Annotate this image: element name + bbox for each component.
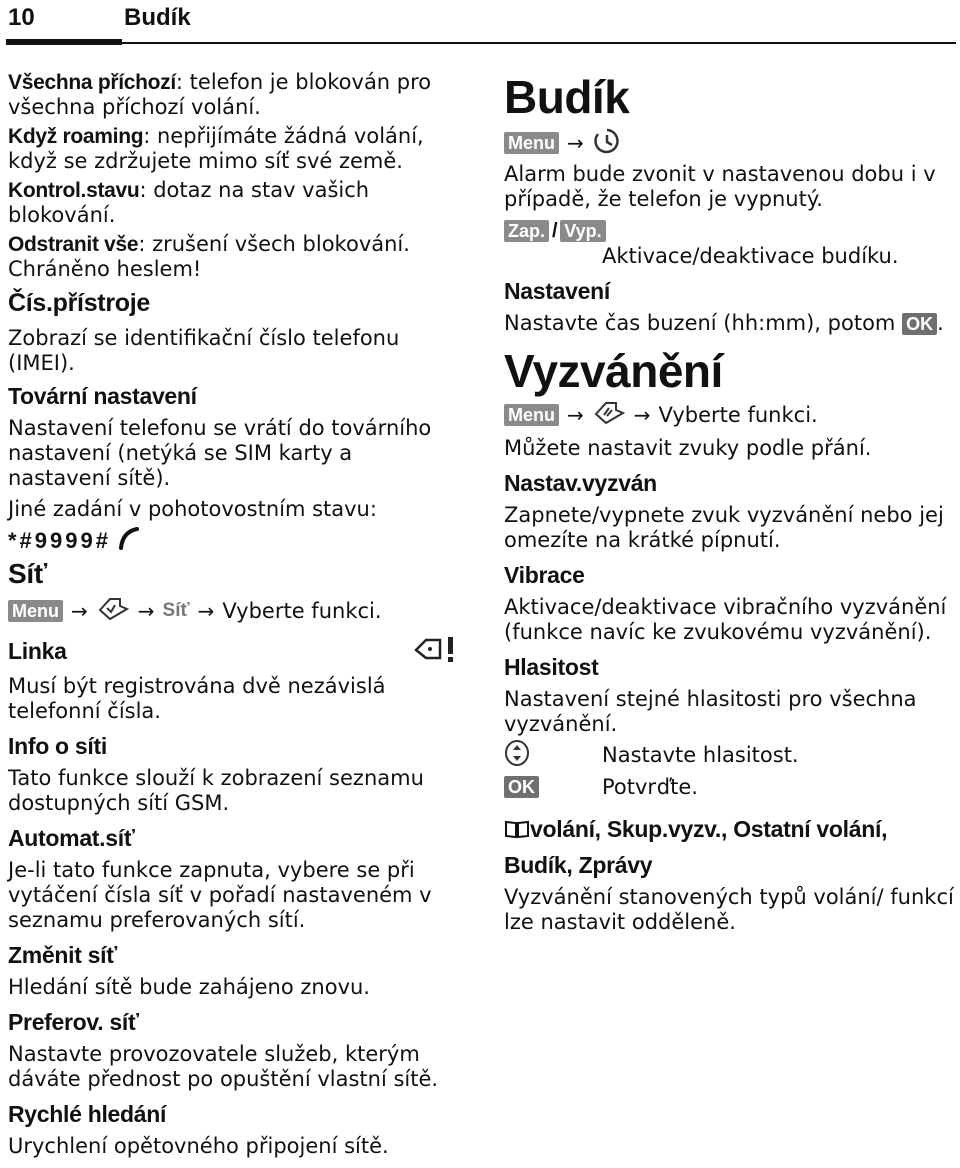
zmenit-text: Hledání sítě bude zahájeno znovu. xyxy=(8,975,370,999)
book-icon xyxy=(504,817,530,845)
rychle-text: Urychlení opětovného připojení sítě. xyxy=(8,1134,389,1158)
header-rule-thick xyxy=(6,39,122,45)
automat-text: Je-li tato funkce zapnuta, vybere se při vytáčení čísla síť v pořadí nastaveném v seznamu preferovaných sítí. xyxy=(8,858,432,932)
cis-heading: Čís.přístroje xyxy=(8,289,150,317)
automat-heading: Automat.síť xyxy=(8,825,135,851)
nastaveni-text: Nastavte čas buzení (hh:mm), potom OK . xyxy=(504,311,944,335)
sit-menu-path xyxy=(8,596,460,626)
reference-line: volání, Skup.vyzv., Ostatní volání, xyxy=(504,815,956,845)
menu-key[interactable]: Menu xyxy=(504,404,559,426)
left-column xyxy=(8,70,460,1159)
vyp-key[interactable]: Vyp. xyxy=(560,220,605,242)
arrow-icon: → xyxy=(197,599,215,623)
menu-key[interactable]: Menu xyxy=(504,132,559,154)
nastav-heading: Nastav.vyzván xyxy=(504,470,657,496)
nastav-text: Zapnete/vypnete zvuk vyzvánění nebo jej omezíte na krátké pípnutí. xyxy=(504,503,944,552)
alarm-clock-icon xyxy=(592,126,622,160)
vyzvaneni-heading: Vyzvánění xyxy=(504,345,723,397)
page-title: Budík xyxy=(124,4,191,31)
budik-text: Alarm bude zvonit v nastavenou dobu i v případě, že telefon je vypnutý. xyxy=(504,162,936,211)
audio-settings-icon xyxy=(592,400,626,430)
barring-item: Všechna příchozí: telefon je blokován pro všechna příchozí volání. xyxy=(8,70,432,119)
sit-menu-item[interactable]: Síť xyxy=(162,600,190,621)
hlasitost-volume-text: Nastavte hlasitost. xyxy=(602,742,799,767)
vibrace-heading: Vibrace xyxy=(504,562,585,588)
zap-vyp-text: Aktivace/deaktivace budíku. xyxy=(602,244,899,268)
barring-item: Když roaming: nepřijímáte žádná volání, když se zdržujete mimo síť své země. xyxy=(8,124,424,173)
hlasitost-row-volume xyxy=(504,739,956,771)
sit-action: Vyberte funkci. xyxy=(222,598,382,623)
tovarni-heading: Tovární nastavení xyxy=(8,383,197,409)
page-number: 10 xyxy=(8,4,35,31)
reference-text: Vyzvánění stanovených typů volání/ funkcí lze nastavit odděleně. xyxy=(504,884,954,934)
nastaveni-heading: Nastavení xyxy=(504,278,610,304)
page-header xyxy=(0,0,960,46)
right-column xyxy=(504,72,956,935)
call-key-icon xyxy=(117,526,143,556)
budik-heading: Budík xyxy=(504,71,630,123)
linka-heading: Linka xyxy=(8,638,67,664)
vibrace-text: Aktivace/deaktivace vibračního vyzvánění (funkce navíc ke zvukovému vyzvánění). xyxy=(504,595,947,644)
menu-key[interactable]: Menu xyxy=(8,600,63,622)
info-text: Tato funkce slouží k zobrazení seznamu dostupných sítí GSM. xyxy=(8,766,424,815)
sit-heading: Síť xyxy=(8,558,47,589)
barring-item: Odstranit vše: zrušení všech blokování. Chráněno heslem! xyxy=(8,232,410,281)
rychle-heading: Rychlé hledání xyxy=(8,1101,167,1127)
navigation-key-icon[interactable] xyxy=(504,739,530,771)
header-rule xyxy=(122,42,956,44)
zap-key[interactable]: Zap. xyxy=(504,220,549,242)
arrow-icon: → xyxy=(633,403,651,427)
sim-dependent-icon xyxy=(412,634,460,668)
hlasitost-text: Nastavení stejné hlasitosti pro všechna vyzvánění. xyxy=(504,687,917,736)
ok-key[interactable]: OK xyxy=(902,313,937,335)
ok-key[interactable]: OK xyxy=(504,776,539,798)
arrow-icon: → xyxy=(567,403,584,427)
preferov-text: Nastavte provozovatele služeb, kterým dáváte přednost po opuštění vlastní sítě. xyxy=(8,1042,439,1091)
jine-text: Jiné zadání v pohotovostním stavu: xyxy=(8,497,377,521)
info-heading: Info o síti xyxy=(8,733,107,759)
arrow-icon: → xyxy=(137,599,155,623)
zmenit-heading: Změnit síť xyxy=(8,942,117,968)
reference-line-2: Budík, Zprávy xyxy=(504,851,653,878)
vyzvaneni-action: Vyberte funkci. xyxy=(658,402,818,427)
reset-code-row xyxy=(8,526,460,556)
linka-heading-row xyxy=(8,634,460,668)
preferov-heading: Preferov. síť xyxy=(8,1009,139,1035)
linka-text: Musí být registrována dvě nezávislá telefonní čísla. xyxy=(8,674,386,723)
arrow-icon: → xyxy=(567,131,584,155)
slash: / xyxy=(552,219,558,242)
budik-menu-path xyxy=(504,128,956,158)
zap-vyp-row xyxy=(504,218,956,244)
hlasitost-row-confirm xyxy=(504,771,956,803)
hlasitost-heading: Hlasitost xyxy=(504,654,599,680)
settings-icon xyxy=(96,596,130,626)
barring-item: Kontrol.stavu: dotaz na stav vašich blokování. xyxy=(8,178,370,227)
cis-text: Zobrazí se identifikační číslo telefonu (IMEI). xyxy=(8,326,400,375)
hlasitost-confirm-text: Potvrďte. xyxy=(602,774,698,799)
arrow-icon: → xyxy=(71,599,88,623)
tovarni-text: Nastavení telefonu se vrátí do továrního nastavení (netýká se SIM karty a nastavení sítě). xyxy=(8,416,432,490)
vyzvaneni-menu-path xyxy=(504,400,956,430)
reset-code: *#9999# xyxy=(8,528,111,553)
vyzvaneni-text: Můžete nastavit zvuky podle přání. xyxy=(504,436,872,460)
